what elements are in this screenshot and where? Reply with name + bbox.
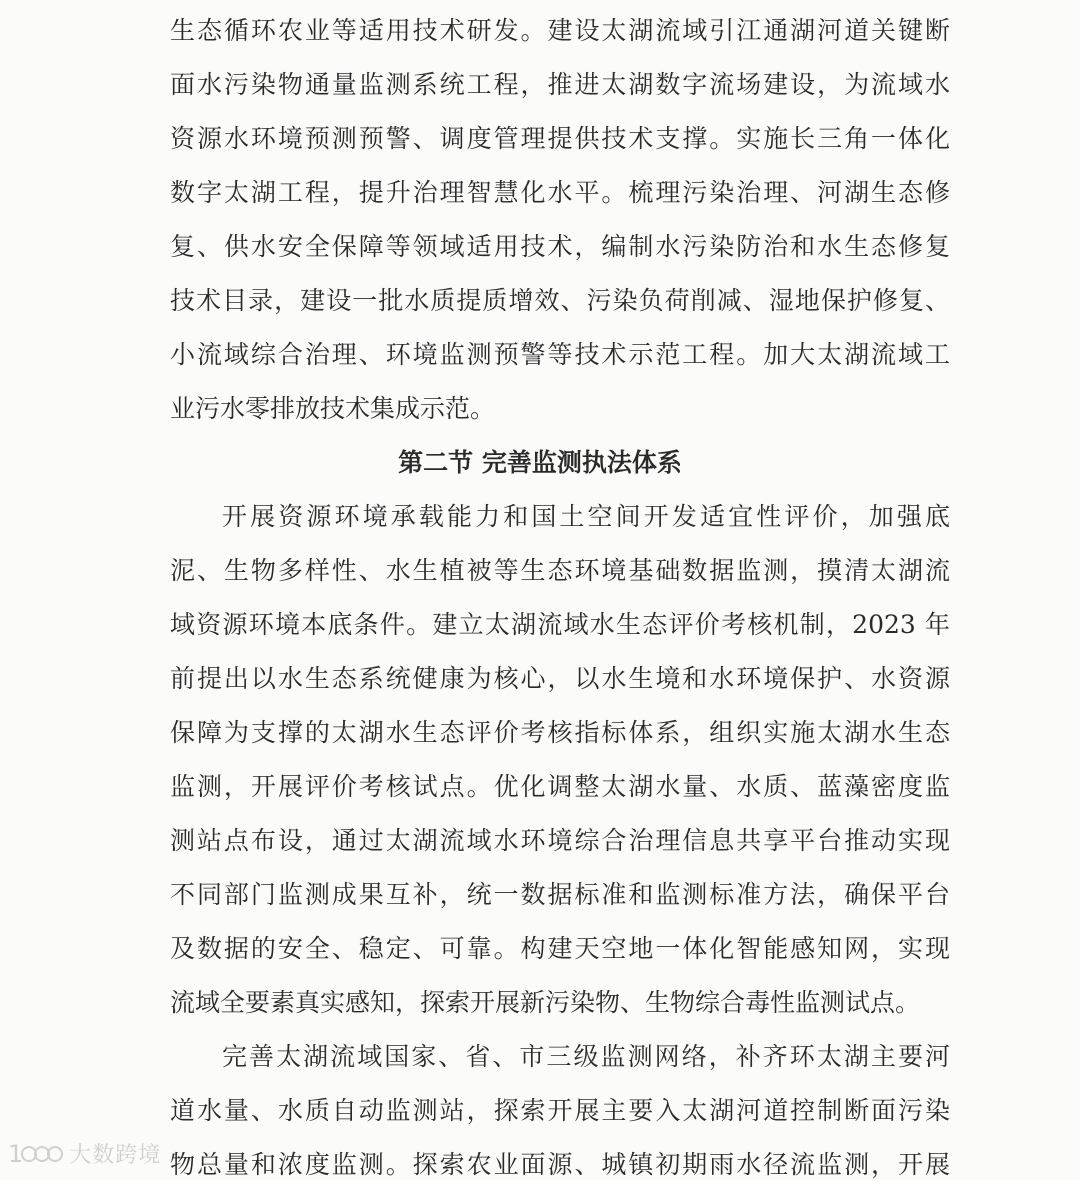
text-line: 资源水环境预测预警、调度管理提供技术支撑。实施长三角一体化 [170,124,950,153]
text-line: 域资源环境本底条件。建立太湖流域水生态评价考核机制，2023 年 [170,610,950,639]
text-line: 复、供水安全保障等领域适用技术，编制水污染防治和水生态修复 [170,232,950,261]
text-line: 保障为支撑的太湖水生态评价考核指标体系，组织实施太湖水生态 [170,718,950,747]
watermark-logo-icon: 1 [8,1140,63,1168]
text-line: 开展资源环境承载能力和国土空间开发适宜性评价，加强底 [222,502,950,531]
section-heading: 第二节 完善监测执法体系 [398,448,682,477]
text-line: 完善太湖流域国家、省、市三级监测网络，补齐环太湖主要河 [222,1042,950,1071]
text-line: 前提出以水生态系统健康为核心，以水生境和水环境保护、水资源 [170,664,950,693]
text-line: 物总量和浓度监测。探索农业面源、城镇初期雨水径流监测，开展 [170,1150,950,1179]
text-line: 生态循环农业等适用技术研发。建设太湖流域引江通湖河道关键断 [170,16,950,45]
text-line: 测站点布设，通过太湖流域水环境综合治理信息共享平台推动实现 [170,826,950,855]
text-line: 及数据的安全、稳定、可靠。构建天空地一体化智能感知网，实现 [170,934,950,963]
text-line: 小流域综合治理、环境监测预警等技术示范工程。加大太湖流域工 [170,340,950,369]
text-line: 监测，开展评价考核试点。优化调整太湖水量、水质、蓝藻密度监 [170,772,950,801]
text-line: 业污水零排放技术集成示范。 [170,394,496,423]
text-line: 数字太湖工程，提升治理智慧化水平。梳理污染治理、河湖生态修 [170,178,950,207]
text-line: 泥、生物多样性、水生植被等生态环境基础数据监测，摸清太湖流 [170,556,950,585]
watermark-text: 大数跨境 [69,1143,162,1168]
text-line: 技术目录，建设一批水质提质增效、污染负荷削减、湿地保护修复、 [170,286,950,315]
text-line: 流域全要素真实感知，探索开展新污染物、生物综合毒性监测试点。 [170,988,921,1017]
text-line: 道水量、水质自动监测站，探索开展主要入太湖河道控制断面污染 [170,1096,950,1125]
watermark [8,1138,161,1169]
text-line: 不同部门监测成果互补，统一数据标准和监测标准方法，确保平台 [170,880,950,909]
text-line: 面水污染物通量监测系统工程，推进太湖数字流场建设，为流域水 [170,70,950,99]
